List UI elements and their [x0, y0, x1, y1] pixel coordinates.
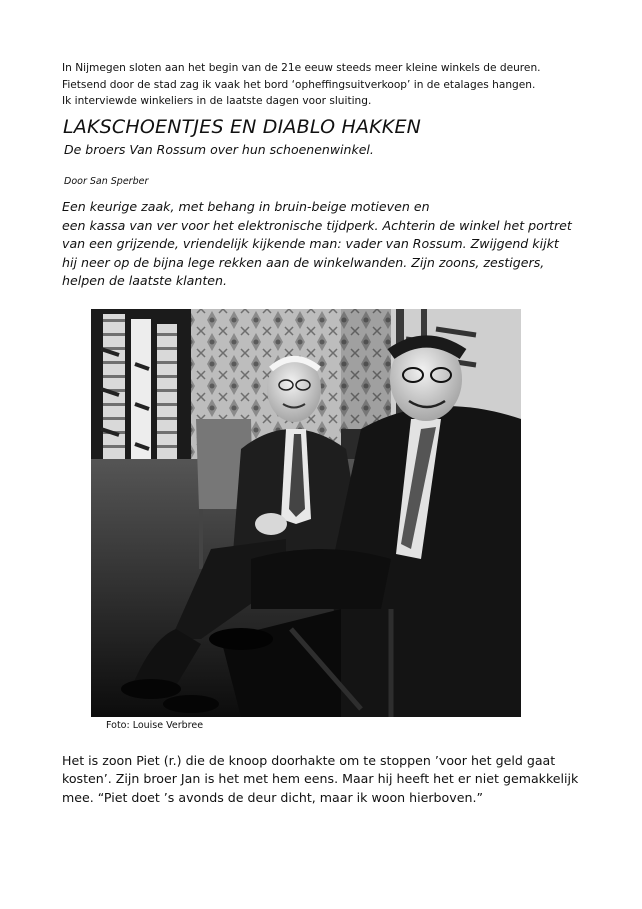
intro-line: Fietsend door de stad zag ik vaak het bord ‘opheffingsuitverkoop’ in de etalages hangen. [62, 78, 536, 91]
intro-paragraph [62, 60, 602, 110]
lead-line: helpen de laatste klanten. [62, 273, 227, 288]
lead-line: Een keurige zaak, met behang in bruin-beige motieven en [62, 199, 430, 214]
body-line: Het is zoon Piet (r.) die de knoop doorhakte om te stoppen ’voor het geld gaat [62, 753, 556, 768]
body-line: kosten’. Zijn broer Jan is het met hem eens. Maar hij heeft het er niet gemakkelijk [62, 771, 579, 787]
lead-line: hij neer op de bijna lege rekken aan de winkelwanden. Zijn zoons, zestigers, [62, 254, 545, 270]
intro-line: In Nijmegen sloten aan het begin van de 21e eeuw steeds meer kleine winkels de deuren. [62, 62, 541, 74]
article-photo [91, 309, 521, 717]
photo-illustration [91, 309, 521, 717]
photo-caption: Foto: Louise Verbree [106, 720, 204, 731]
body-line: mee. “Piet doet ’s avonds de deur dicht, maar ik woon hierboven.” [62, 789, 483, 805]
article-byline: Door San Sperber [64, 176, 149, 187]
lead-line: van een grijzende, vriendelijk kijkende man: vader van Rossum. Zwijgend kijkt [62, 236, 559, 251]
lead-paragraph [62, 198, 592, 291]
intro-line: Ik interviewde winkeliers in de laatste dagen voor sluiting. [62, 95, 372, 107]
article-subtitle: De broers Van Rossum over hun schoenenwinkel. [64, 142, 374, 157]
article-title: LAKSCHOENTJES EN DIABLO HAKKEN [63, 116, 422, 138]
body-paragraph [62, 752, 602, 807]
lead-line: een kassa van ver voor het elektronische tijdperk. Achterin de winkel het portret [62, 217, 572, 233]
